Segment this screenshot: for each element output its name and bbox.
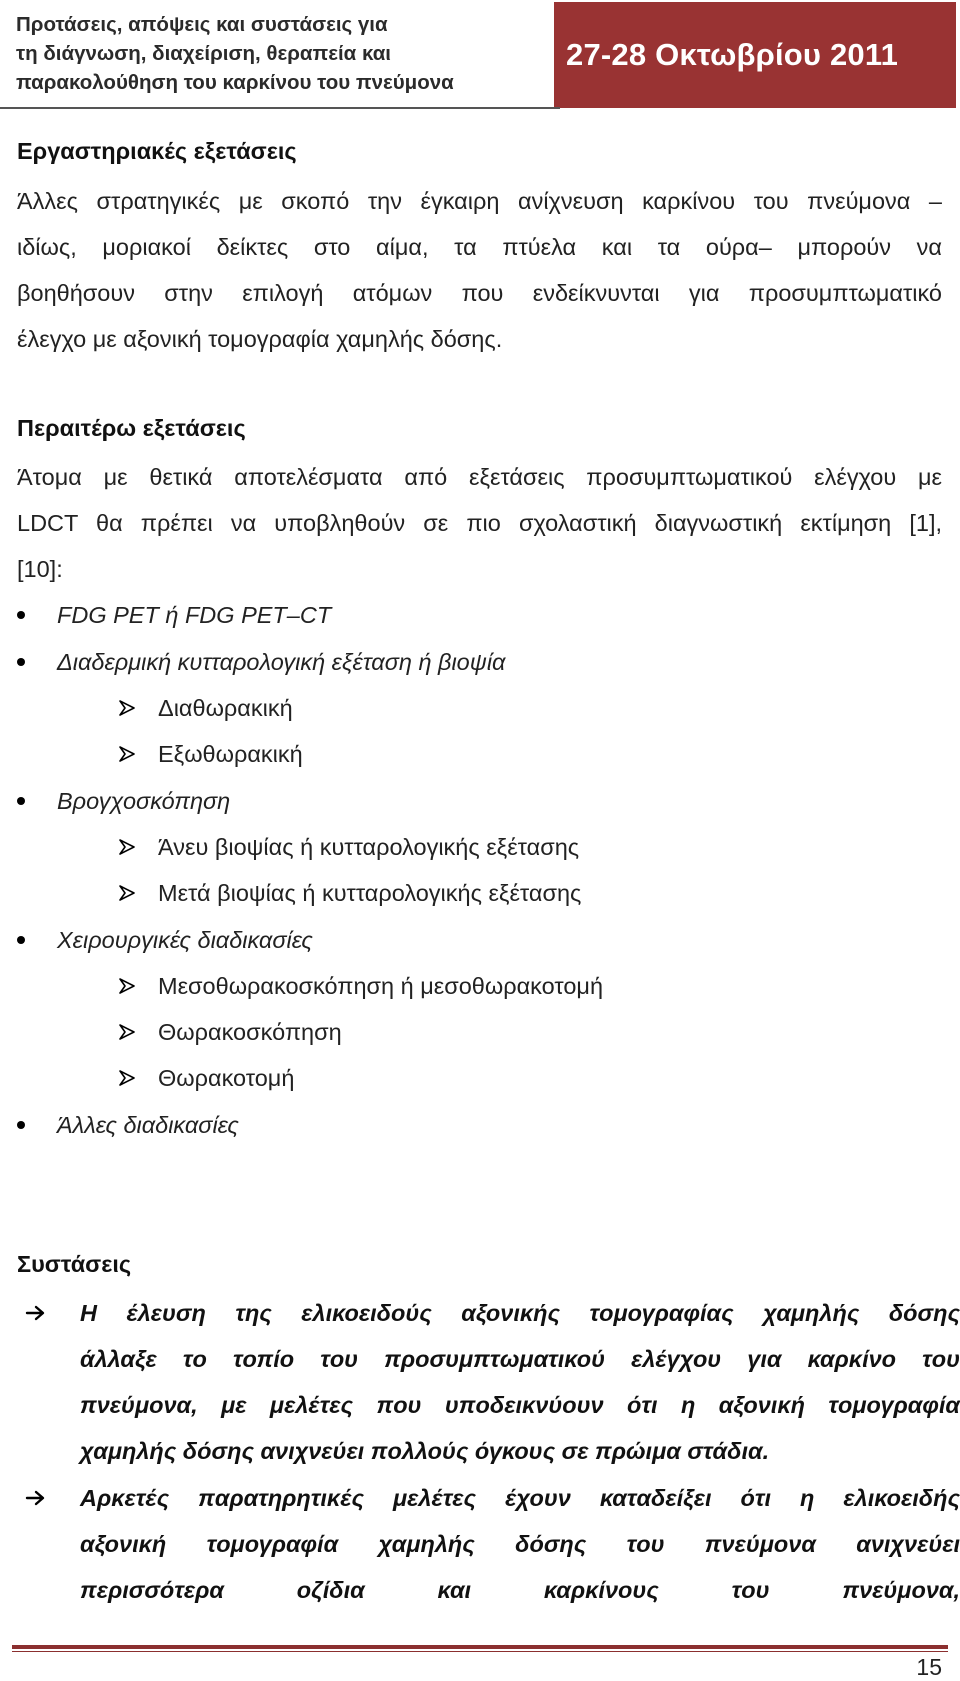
footer-divider-thin xyxy=(12,1651,948,1652)
recommendation-line: πνεύμονα, με μελέτες που υποδεικνύουν ότι η αξονική τομογραφία xyxy=(80,1392,960,1418)
list-item-label: Βρογχοσκόπηση xyxy=(57,788,231,814)
arrowhead-icon xyxy=(118,699,136,717)
paragraph-line: Άτομα με θετικά αποτελέσματα από εξετάσεις προσυμπτωματικού ελέγχου με xyxy=(17,464,942,490)
list-item-label: Χειρουργικές διαδικασίες xyxy=(57,927,313,953)
list-item-label: Διαδερμική κυτταρολογική εξέταση ή βιοψία xyxy=(57,649,506,675)
event-date: 27-28 Οκτωβρίου 2011 xyxy=(566,37,899,72)
date-banner xyxy=(554,2,956,108)
title-line: Προτάσεις, απόψεις και συστάσεις για xyxy=(16,13,388,36)
sub-list-item-label: Θωρακοσκόπηση xyxy=(158,1019,342,1045)
paragraph-line: ιδίως, μοριακοί δείκτες στο αίμα, τα πτύελα και τα ούρα– μπορούν να xyxy=(17,234,942,260)
arrow-right-icon xyxy=(25,1487,47,1509)
arrow-right-icon xyxy=(25,1302,47,1324)
section-heading-lab-tests: Εργαστηριακές εξετάσεις xyxy=(17,138,297,164)
arrowhead-icon xyxy=(118,884,136,902)
paragraph-line: [10]: xyxy=(17,556,63,582)
paragraph-line: βοηθήσουν στην επιλογή ατόμων που ενδείκνυνται για προσυμπτωματικό xyxy=(17,280,942,306)
recommendation-line: Αρκετές παρατηρητικές μελέτες έχουν καταδείξει ότι η ελικοειδής xyxy=(80,1485,960,1511)
recommendation-line: χαμηλής δόσης ανιχνεύει πολλούς όγκους σε πρώιμα στάδια. xyxy=(80,1438,770,1464)
footer-divider xyxy=(12,1645,948,1649)
bullet-icon xyxy=(17,936,25,944)
bullet-icon xyxy=(17,658,25,666)
sub-list-item-label: Θωρακοτομή xyxy=(158,1065,295,1091)
page-number: 15 xyxy=(916,1654,942,1680)
section-heading-further-tests: Περαιτέρω εξετάσεις xyxy=(17,415,246,441)
bullet-icon xyxy=(17,611,25,619)
bullet-icon xyxy=(17,1121,25,1129)
paragraph-line: έλεγχο με αξονική τομογραφία χαμηλής δόσης. xyxy=(17,326,503,352)
sub-list-item-label: Μεσοθωρακοσκόπηση ή μεσοθωρακοτομή xyxy=(158,973,604,999)
title-line: τη διάγνωση, διαχείριση, θεραπεία και xyxy=(16,42,391,65)
title-line: παρακολούθηση του καρκίνου του πνεύμονα xyxy=(16,71,454,94)
sub-list-item-label: Μετά βιοψίας ή κυτταρολογικής εξέτασης xyxy=(158,880,582,906)
header-divider xyxy=(0,107,560,109)
document-title xyxy=(16,10,536,97)
paragraph-line: LDCT θα πρέπει να υποβληθούν σε πιο σχολαστική διαγνωστική εκτίμηση [1], xyxy=(17,510,942,536)
arrowhead-icon xyxy=(118,1023,136,1041)
arrowhead-icon xyxy=(118,745,136,763)
recommendation-item xyxy=(17,1475,960,1613)
bullet-icon xyxy=(17,797,25,805)
sub-list-item-label: Άνευ βιοψίας ή κυτταρολογικής εξέτασης xyxy=(158,834,580,860)
recommendation-line: περισσότερα οζίδια και καρκίνους του πνεύμονα, xyxy=(80,1577,960,1603)
arrowhead-icon xyxy=(118,977,136,995)
recommendation-line: Η έλευση της ελικοειδούς αξονικής τομογραφίας χαμηλής δόσης xyxy=(80,1300,960,1326)
recommendation-text xyxy=(80,1290,960,1474)
recommendation-line: άλλαξε το τοπίο του προσυμπτωματικού ελέγχου για καρκίνο του xyxy=(80,1346,960,1372)
sub-list-item-label: Διαθωρακική xyxy=(158,695,293,721)
page-header xyxy=(0,0,960,109)
paragraph-line: Άλλες στρατηγικές με σκοπό την έγκαιρη ανίχνευση καρκίνου του πνεύμονα – xyxy=(17,188,942,214)
recommendation-text xyxy=(80,1475,960,1613)
arrowhead-icon xyxy=(118,1069,136,1087)
recommendation-line: αξονική τομογραφία χαμηλής δόσης του πνεύμονα ανιχνεύει xyxy=(80,1531,960,1557)
recommendation-item xyxy=(17,1290,960,1474)
lab-tests-paragraph xyxy=(17,178,942,362)
arrowhead-icon xyxy=(118,838,136,856)
list-item-label: Άλλες διαδικασίες xyxy=(57,1112,239,1138)
section-heading-recommendations: Συστάσεις xyxy=(17,1251,132,1277)
further-tests-paragraph xyxy=(17,454,942,592)
list-item-label: FDG PET ή FDG PET–CT xyxy=(57,602,332,628)
sub-list-item-label: Εξωθωρακική xyxy=(158,741,303,767)
